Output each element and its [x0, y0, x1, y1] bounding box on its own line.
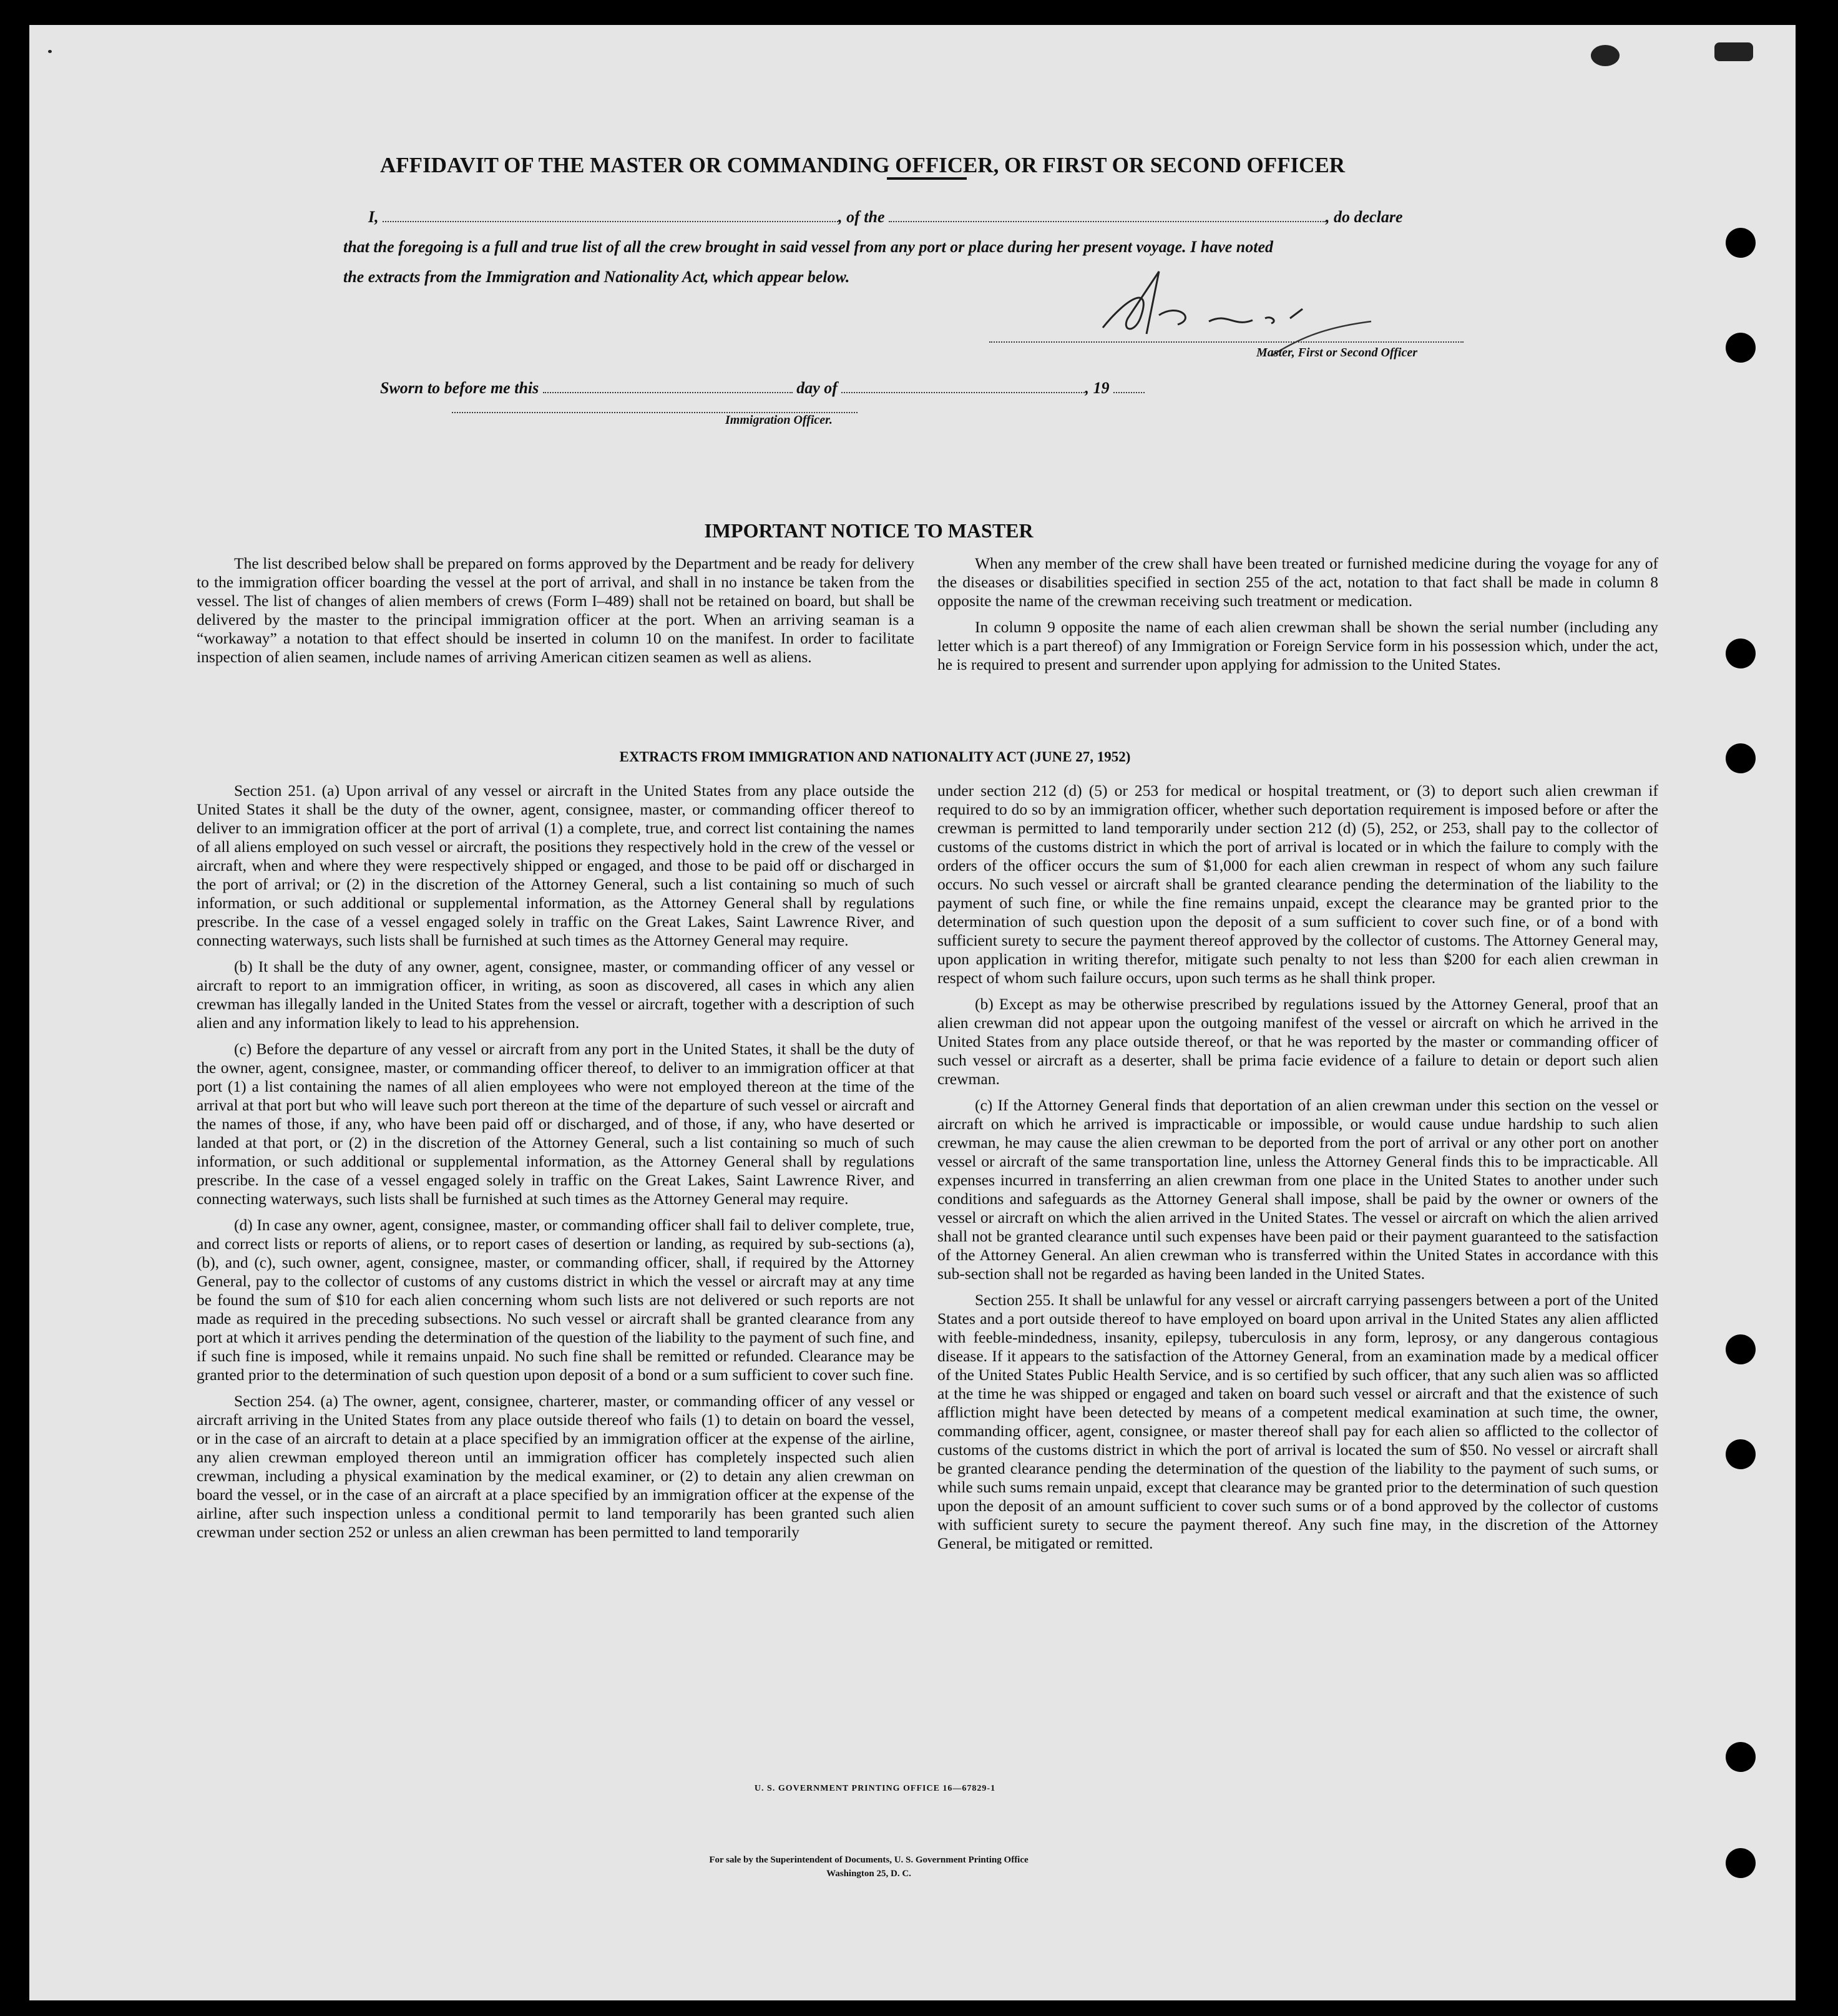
section-255: Section 255. It shall be unlawful for any vessel or aircraft carrying passengers between a port of the United States and a port outside thereof to have employed on board upon arrival in the United States any alien afflicted with feeble-mindedness, insanity, epilepsy, tuberculosis in any form, leprosy, or any dangerous contagious disease. If it appears to the satisfaction of the Attorney General, from an examination made by a medical officer of the United States Public Health Service, and is so certified by such officer, that any such alien was so afflicted at the time he was shipped or engaged and taken on board such vessel or aircraft and that the existence of such affliction might have been detected by means of a competent medical examination at such time, the owner, commanding officer, agent, consignee, or master thereof shall pay for each alien so afflicted to the collector of customs of the customs district in which the port of arrival is located the sum of $50. No vessel or aircraft shall be granted clearance pending the determination of the question of the liability to the payment of such sums, or while such sums remain unpaid, except that clearance may be granted prior to the determination of such question upon the deposit of an amount sufficient to cover such sums or of a bond approved by the collector of customs with sufficient surety to secure the payment thereof. Any such fine may, in the discretion of the Attorney General, be mitigated or remitted.	[937, 1291, 1658, 1552]
immigration-officer-label: Immigration Officer.	[725, 413, 833, 427]
notice-paragraph: When any member of the crew shall have been treated or furnished medicine during the voyage for any of the diseases or disabilities specified in section 255 of the act, notation to that fact shall be made in column 8 opposite the name of the crewman receiving such treatment or medication.	[937, 554, 1658, 610]
notice-left-column	[197, 554, 914, 674]
section-251a: Section 251. (a) Upon arrival of any vessel or aircraft in the United States from any place outside the United States it shall be the duty of the owner, agent, consignee, master, or commanding officer thereof to deliver to an immigration officer at the port of arrival (1) a complete, true, and correct list containing the names of all aliens employed on such vessel or aircraft, the positions they respectively hold in the crew of the vessel or aircraft, when and where they were respectively shipped or engaged, and those to be paid off or discharged in the port of arrival; or (2) in the discretion of the Attorney General, such a list containing so much of such information, or such additional or supplemental information, as the Attorney General shall by regulations prescribe. In the case of a vessel engaged solely in traffic on the Great Lakes, Saint Lawrence River, and connecting waterways, such lists shall be furnished at such times as the Attorney General may require.	[197, 781, 914, 949]
footer-line-1: For sale by the Superintendent of Documents, U. S. Government Printing Office	[709, 1855, 1029, 1865]
declaration-line-1	[368, 208, 1402, 227]
punch-hole	[1726, 1334, 1756, 1364]
section-251b: (b) It shall be the duty of any owner, agent, consignee, master, or commanding officer of any vessel or aircraft to report to an immigration officer, in writing, as soon as discovered, all cases in which any alien crewman has illegally landed in the United States from the vessel or aircraft, together with a description of such alien and any information likely to lead to his apprehension.	[197, 957, 914, 1032]
title-rule	[887, 177, 967, 180]
declarant-name-field[interactable]	[383, 208, 838, 222]
punch-hole	[1726, 228, 1756, 258]
vessel-name-field[interactable]	[889, 208, 1326, 222]
declare-label: , do declare	[1326, 208, 1403, 226]
sworn-line	[380, 379, 1145, 398]
punch-hole	[1726, 1439, 1756, 1469]
notice-paragraph: In column 9 opposite the name of each alien crewman shall be shown the serial number (including any letter which is a part thereof) of any Immigration or Foreign Service form in his possession which, under the act, he is required to present and surrender upon applying for admission to the United States.	[937, 618, 1658, 673]
section-251d: (d) In case any owner, agent, consignee, master, or commanding officer shall fail to deliver complete, true, and correct lists or reports of aliens, or to report cases of desertion or landing, as required by sub-sections (a), (b), and (c), such owner, agent, consignee, master, or commanding officer, shall, if required by the Attorney General, pay to the collector of customs of any customs district in which the vessel or aircraft may at any time be found the sum of $10 for each alien concerning whom such lists are not delivered or such reports are not made as required in the preceding subsections. No such vessel or aircraft shall be granted clearance from any port at which it arrives pending the determination of the question of the liability to the payment of such fine, and if such fine is imposed, while it remains unpaid. No such fine shall be remitted or refunded. Clearance may be granted prior to the determination of such question upon deposit of a bond or a sum sufficient to cover such fine.	[197, 1216, 914, 1384]
section-254a-continued: under section 212 (d) (5) or 253 for medical or hospital treatment, or (3) to deport such alien crewman if required to do so by an immigration officer, whether such deportation requirement is imposed before or after the crewman is permitted to land temporarily under section 212 (d) (5), 252, or 253, shall pay to the collector of customs of the customs district in which the port of arrival is located or in which the failure to comply with the orders of the officer occurs the sum of $1,000 for each alien crewman in respect of whom any such failure occurs. No such vessel or aircraft shall be granted clearance pending the determination of the liability to the payment of such fine, or while the fine remains unpaid, except the clearance may be granted prior to the determination of such question upon the deposit of a sum sufficient to cover such fine, or of a bond with sufficient surety to secure the payment thereof approved by the collector of customs. The Attorney General may, upon application in writing therefor, mitigate such penalty to not less than $200 for each alien crewman in respect of whom such failure occurs, upon such terms as he shall think proper.	[937, 781, 1658, 987]
master-label: Master, First or Second Officer	[1256, 346, 1417, 360]
punch-hole	[1726, 1742, 1756, 1772]
section-251c: (c) Before the departure of any vessel or aircraft from any port in the United States, it shall be the duty of the owner, agent, consignee, master, or commanding officer thereof, to deliver to an immigration officer at that port (1) a list containing the names of all alien employees who were not employed thereon at the time of the arrival at that port but who will leave such port thereon at the time of the departure of such vessel or aircraft and the names of those, if any, who have been paid off or discharged, and of those, if any, who have deserted or landed at that port, or (2) in the discretion of the Attorney General, such a list containing so much of such information, or such additional or supplemental information, as the Attorney General shall by regulations prescribe. In the case of a vessel engaged solely in traffic on the Great Lakes, Saint Lawrence River, and connecting waterways, such lists shall be furnished at such times as the Attorney General may require.	[197, 1040, 914, 1208]
affidavit-title: AFFIDAVIT OF THE MASTER OR COMMANDING OFFICER, OR FIRST OR SECOND OFFICER	[380, 153, 1345, 177]
extracts-left-column	[197, 781, 914, 1549]
sworn-year-field[interactable]	[1113, 379, 1145, 393]
ink-speck	[1714, 42, 1753, 61]
declaration-line-2: that the foregoing is a full and true list of all the crew brought in said vessel from any port or place during her present voyage. I have noted	[343, 238, 1274, 256]
declarant-prefix: I,	[368, 208, 379, 226]
master-signature-line[interactable]	[989, 340, 1464, 343]
of-the-label: , of the	[838, 208, 885, 226]
declaration-line-3: the extracts from the Immigration and Nationality Act, which appear below.	[343, 268, 850, 286]
document-page	[29, 25, 1796, 2000]
punch-hole	[1726, 333, 1756, 363]
extracts-title: EXTRACTS FROM IMMIGRATION AND NATIONALITY ACT (JUNE 27, 1952)	[619, 749, 1131, 765]
sworn-day-field[interactable]	[543, 379, 793, 393]
sworn-month-field[interactable]	[841, 379, 1085, 393]
notice-right-column	[937, 554, 1658, 682]
sworn-label: Sworn to before me this	[380, 379, 539, 397]
section-254c: (c) If the Attorney General finds that deportation of an alien crewman under this section on the vessel or aircraft on which he arrived is impracticable or impossible, or would cause undue hardship to such alien crewman, he may cause the alien crewman to be deported from the port of arrival or any other port on another vessel or aircraft of the same transportation line, unless the Attorney General finds this to be impracticable. All expenses incurred in transferring an alien crewman from one place in the United States to another under such conditions and safeguards as the Attorney General shall impose, shall be paid by the owner or owners of the vessel or aircraft on which the alien arrived in the United States. The vessel or aircraft on which the alien arrived shall not be granted clearance until such expenses have been paid or their payment guaranteed to the satisfaction of the Attorney General. An alien crewman who is transferred within the United States in accordance with this sub-section shall not be regarded as having been landed in the United States.	[937, 1096, 1658, 1283]
ink-speck	[1591, 45, 1620, 66]
day-of-label: day of	[796, 379, 838, 397]
ink-speck	[48, 50, 52, 53]
punch-hole	[1726, 639, 1756, 668]
section-254a: Section 254. (a) The owner, agent, consignee, charterer, master, or commanding officer of any vessel or aircraft arriving in the United States from any place outside thereof who fails (1) to detain on board the vessel, or in the case of an aircraft to detain at a place specified by an immigration officer at the expense of the airline, any alien crewman employed thereon until an immigration officer has completely inspected such alien crewman, including a physical examination by the medical examiner, or (2) to detain any alien crewman on board the vessel, or in the case of an aircraft at a place specified by an immigration officer at the expense of the airline, after such inspection unless a conditional permit to land temporarily has been granted such alien crewman under section 252 or unless an alien crewman has been permitted to land temporarily	[197, 1392, 914, 1541]
notice-title: IMPORTANT NOTICE TO MASTER	[704, 519, 1034, 542]
printing-office-imprint: U. S. GOVERNMENT PRINTING OFFICE 16—67829-1	[754, 1784, 996, 1793]
extracts-right-column	[937, 781, 1658, 1560]
section-254b: (b) Except as may be otherwise prescribed by regulations issued by the Attorney General, proof that an alien crewman did not appear upon the outgoing manifest of the vessel or aircraft on which he arrived in the United States from any place outside thereof, or that he was reported by the master or commanding officer of such vessel or aircraft as a deserter, shall be prima facie evidence of a failure to detain or deport such alien crewman.	[937, 995, 1658, 1088]
notice-paragraph: The list described below shall be prepared on forms approved by the Department and be ready for delivery to the immigration officer boarding the vessel at the port of arrival, and shall in no instance be taken from the vessel. The list of changes of alien members of crews (Form I–489) shall not be retained on board, but shall be delivered by the master to the principal immigration officer at the port. When an arriving seaman is a “workaway” a notation to that effect should be inserted in column 10 on the manifest. In order to facilitate inspection of alien seamen, include names of arriving American citizen seamen as well as aliens.	[197, 554, 914, 666]
footer-line-2: Washington 25, D. C.	[826, 1869, 911, 1879]
year-label: , 19	[1085, 379, 1110, 397]
